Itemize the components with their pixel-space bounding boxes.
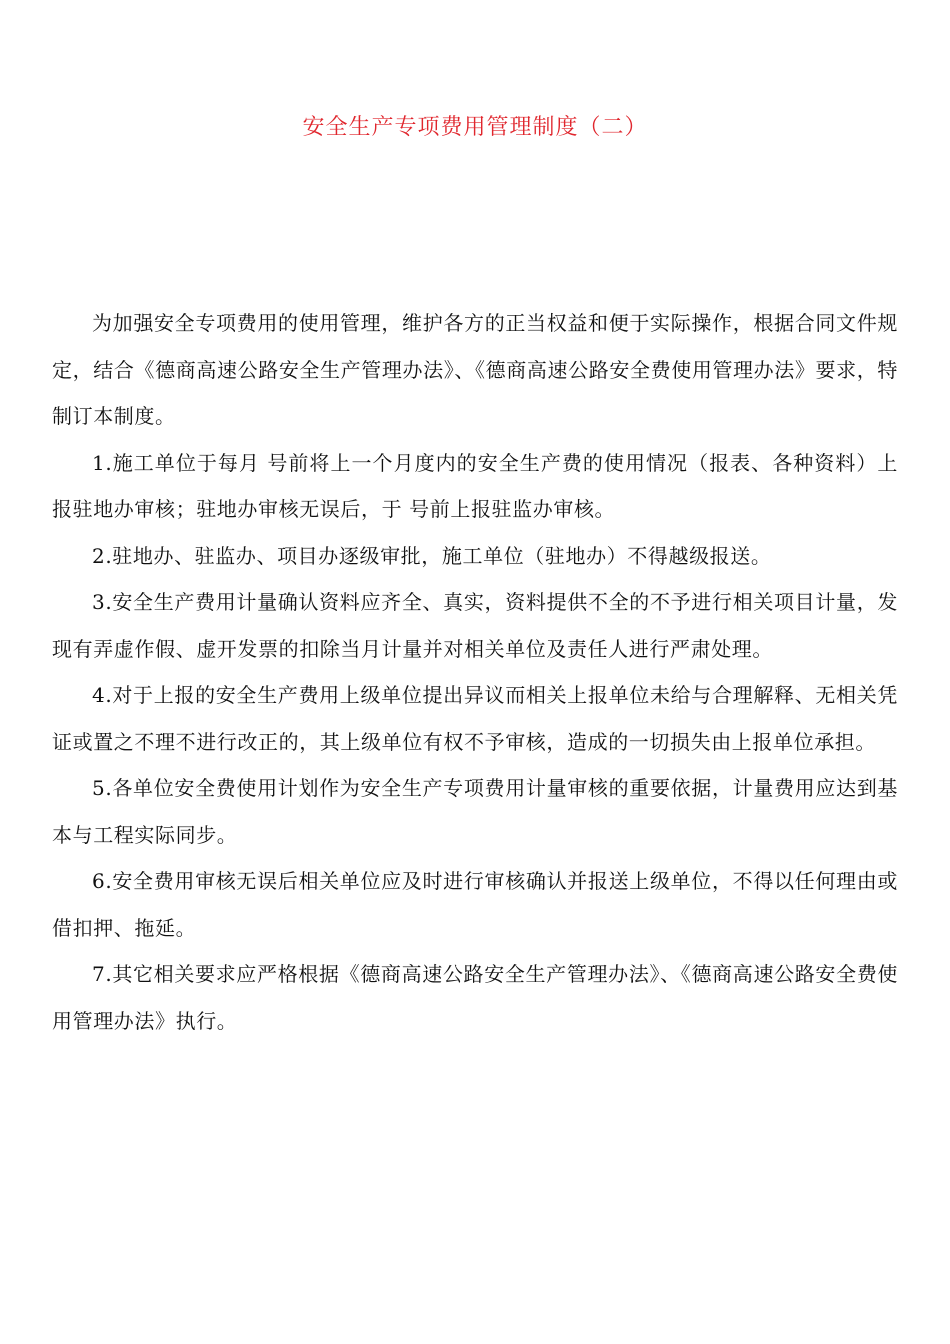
paragraph-item-2: 2.驻地办、驻监办、项目办逐级审批，施工单位（驻地办）不得越级报送。 [92,543,772,568]
paragraph-item-6: 6.安全费用审核无误后相关单位应及时进行审核确认并报送上级单位，不得以任何理由或借扣押、拖延。 [52,869,898,940]
paragraph-item-7: 7.其它相关要求应严格根据《德商高速公路安全生产管理办法》、《德商高速公路安全费使用管理办法》执行。 [52,962,898,1033]
paragraph-intro: 为加强安全专项费用的使用管理，维护各方的正当权益和便于实际操作，根据合同文件规定，结合《德商高速公路安全生产管理办法》、《德商高速公路安全费使用管理办法》要求，特制订本制度。 [52,311,898,428]
paragraph-item-3: 3.安全生产费用计量确认资料应齐全、真实，资料提供不全的不予进行相关项目计量，发现有弄虚作假、虚开发票的扣除当月计量并对相关单位及责任人进行严肃处理。 [52,590,898,661]
paragraph-item-4: 4.对于上报的安全生产费用上级单位提出异议而相关上报单位未给与合理解释、无相关凭证或置之不理不进行改正的，其上级单位有权不予审核，造成的一切损失由上报单位承担。 [52,683,898,754]
document-body [52,300,898,1044]
document-title: 安全生产专项费用管理制度（二） [302,115,648,140]
paragraph-item-5: 5.各单位安全费使用计划作为安全生产专项费用计量审核的重要依据，计量费用应达到基本与工程实际同步。 [52,776,898,847]
paragraph-item-1: 1.施工单位于每月 号前将上一个月度内的安全生产费的使用情况（报表、各种资料）上报驻地办审核；驻地办审核无误后，于 号前上报驻监办审核。 [52,450,898,521]
